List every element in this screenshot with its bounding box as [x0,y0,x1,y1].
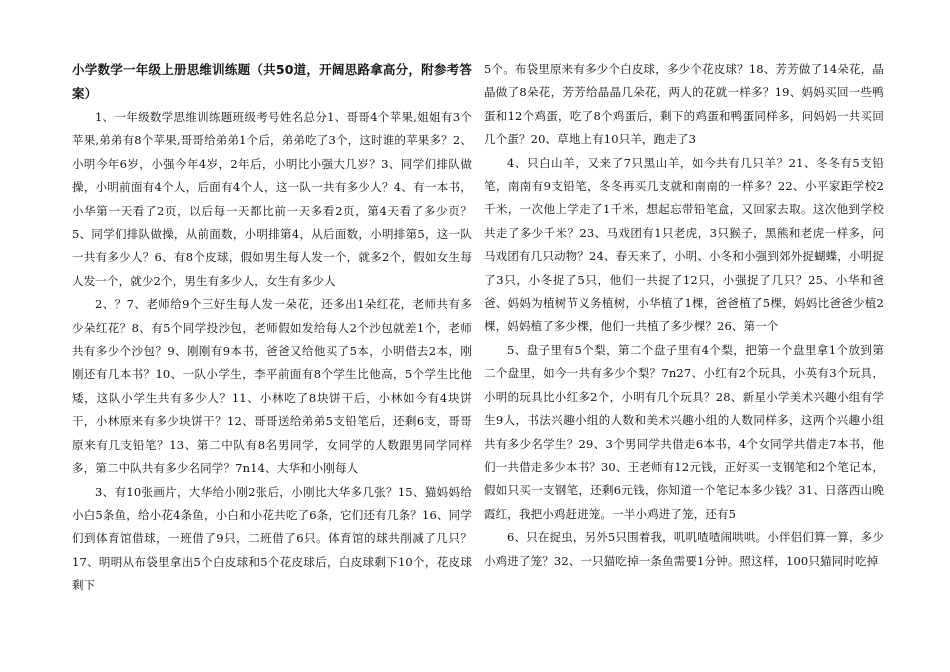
right-column [484,58,884,573]
paragraph-continued: 5个。布袋里原来有多少个白皮球，多少个花皮球？18、芳芳做了14朵花，晶晶做了8朵花，芳芳给晶晶几朵花，两人的花就一样多？19、妈妈买回一些鸭蛋和12个鸡蛋，吃了8个鸡蛋后，剩下的鸡蛋和鸭蛋同样多，问妈妈一共买回几个蛋？20、草地上有10只羊，跑走了3 [484,62,884,147]
paragraph: 4、只白山羊，又来了7只黑山羊，如今共有几只羊？21、冬冬有5支铅笔，南南有9支铅笔，冬冬再买几支就和南南的一样多？22、小平家距学校2千米，一次他上学走了1千米，想起忘带铅笔盒，又回家去取。这次他到学校共走了多少千米？23、马戏团有1只老虎，3只猴子，黑熊和老虎一样多，问马戏团有几只动物？24、春天来了，小明、小冬和小强到郊外捉蝴蝶，小明捉了3只，小冬捉了5只，他们一共捉了12只，小强捉了几只？25、小华和爸爸、妈妈为植树节义务植树，小华植了1棵，爸爸植了5棵，妈妈比爸爸少植2棵，妈妈植了多少棵，他们一共植了多少棵？26、第一个 [484,155,884,334]
left-column [72,58,472,598]
paragraph: 1、一年级数学思维训练题班级考号姓名总分1、哥哥4个苹果,姐姐有3个苹果,弟弟有8个苹果,哥哥给弟弟1个后，弟弟吃了3个，这时谁的苹果多？2、小明今年6岁，小强今年4岁，2年后，小明比小强大几岁？3、同学们排队做操，小明前面有4个人，后面有4个人，这一队一共有多少人？4、有一本书，小华第一天看了2页，以后每一天都比前一天多看2页，第4天看了多少页？5、同学们排队做操，从前面数，小明排第4，从后面数，小明排第5，这一队一共有多少人？6、有8个皮球，假如男生每人发一个，就多2个，假如女生每人发一个，就少2个，男生有多少人，女生有多少人 [72,110,472,288]
paragraph: 3、有10张画片，大华给小刚2张后，小刚比大华多几张？15、猫妈妈给小白5条鱼，给小花4条鱼，小白和小花共吃了6条，它们还有几条？16、同学们到体育馆借球，一班借了9只，二班借了6只。体育馆的球共削减了几只？17、明明从布袋里拿出5个白皮球和5个花皮球后，白皮球剩下10个，花皮球剩下 [72,484,472,593]
document-title: 小学数学一年级上册思维训练题（共50道，开阔思路拿高分，附参考答案） [72,62,472,101]
paragraph: 5、盘子里有5个梨，第二个盘子里有4个梨，把第一个盘里拿1个放到第二个盘里，如今一共有多少个梨？7n27、小红有2个玩具，小英有3个玩具，小明的玩具比小红多2个，小明有几个玩具？28、新星小学美术兴趣小组有学生9人，书法兴趣小组的人数和美术兴趣小组的人数同样多，这两个兴趣小组共有多少名学生？29、3个男同学共借走6本书，4个女同学共借走7本书，他们一共借走多少本书？30、王老师有12元钱，正好买一支钢笔和2个笔记本，假如只买一支钢笔，还剩6元钱，你知道一个笔记本多少钱？31、日落西山晚霞红，我把小鸡赶进笼。一半小鸡进了笼，还有5 [484,342,884,521]
paragraph: 6、只在捉虫，另外5只围着我，叽叽喳喳闹哄哄。小伴侣们算一算，多少小鸡进了笼？32、一只猫吃掉一条鱼需要1分钟。照这样，100只猫同时吃掉 [484,530,884,568]
paragraph: 2、？7、老师给9个三好生每人发一朵花，还多出1朵红花，老师共有多少朵红花？8、有5个同学投沙包，老师假如发给每人2个沙包就差1个，老师共有多少个沙包？9、刚刚有9本书，爸爸又给他买了5本，小明借去2本，刚刚还有几本书？10、一队小学生，李平前面有8个学生比他高，5个学生比他矮，这队小学生共有多少人？11、小林吃了8块饼干后，小林如今有4块饼干，小林原来有多少块饼干？12、哥哥送给弟弟5支铅笔后，还剩6支，哥哥原来有几支铅笔？13、第二中队有8名男同学，女同学的人数跟男同学同样多，第二中队共有多少名同学？7n14、大华和小刚每人 [72,297,472,476]
